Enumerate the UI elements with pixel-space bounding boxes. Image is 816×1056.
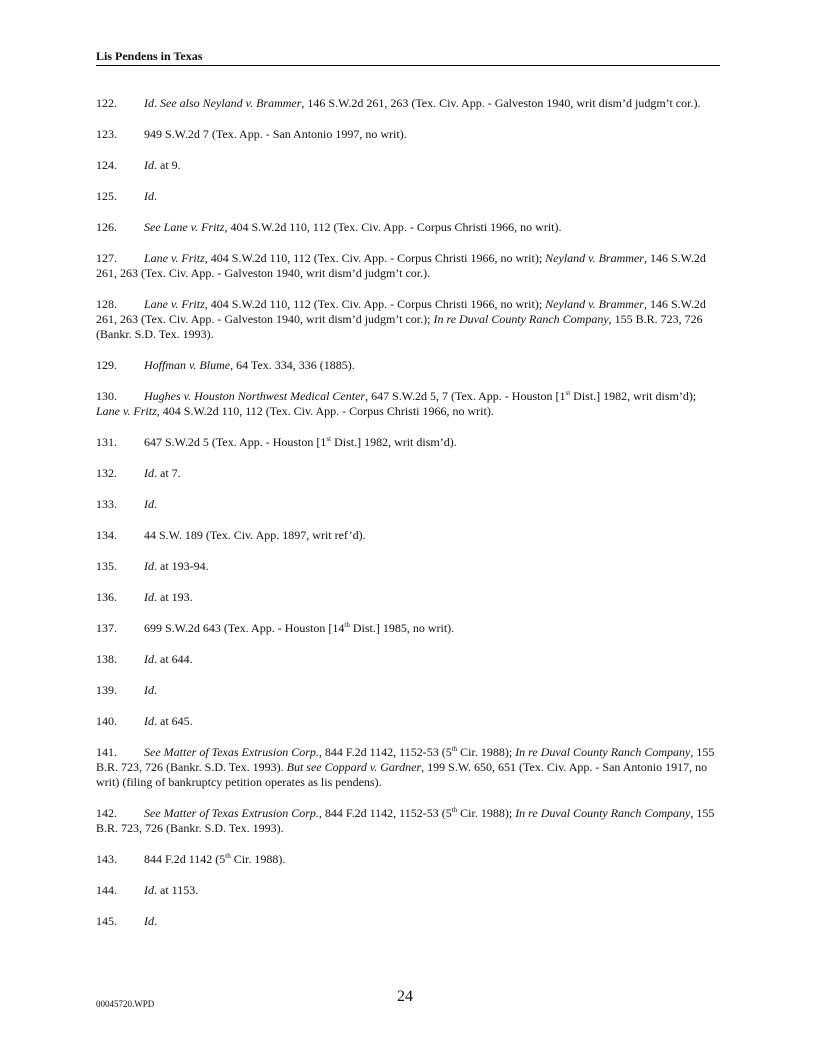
case-citation: Lane v. Fritz bbox=[96, 404, 157, 418]
case-citation: Hoffman v. Blume bbox=[144, 358, 231, 372]
header-title: Lis Pendens in Texas bbox=[96, 49, 203, 63]
endnote bbox=[96, 189, 720, 204]
endnote-number: 140. bbox=[96, 714, 117, 728]
case-citation: Lane v. Fritz bbox=[144, 297, 205, 311]
ordinal-suffix: st bbox=[326, 435, 332, 443]
case-citation: Neyland v. Brammer bbox=[545, 297, 644, 311]
citation-text: Cir. 1988); bbox=[457, 745, 516, 759]
ordinal-suffix: th bbox=[451, 806, 458, 814]
case-citation: Id bbox=[144, 466, 154, 480]
citation-text: , 155 B.R. 723, 726 (Bankr. S.D. Tex. 1993). bbox=[96, 745, 715, 774]
case-citation: Id bbox=[144, 883, 154, 897]
endnote bbox=[96, 358, 720, 373]
endnote bbox=[96, 852, 720, 867]
endnote-number: 144. bbox=[96, 883, 117, 897]
citation-text: 699 S.W.2d 643 (Tex. App. - Houston [14 bbox=[144, 621, 345, 635]
case-citation: Id bbox=[144, 652, 154, 666]
endnote-number: 137. bbox=[96, 621, 117, 635]
endnote-number: 133. bbox=[96, 497, 117, 511]
endnote-number: 132. bbox=[96, 466, 117, 480]
case-citation: See Matter of Texas Extrusion Corp. bbox=[144, 745, 319, 759]
endnote-number: 125. bbox=[96, 189, 117, 203]
endnote-number: 128. bbox=[96, 297, 117, 311]
page-number: 24 bbox=[397, 988, 413, 1005]
citation-text: Dist.] 1982, writ dism’d); bbox=[570, 389, 697, 403]
citation-text: , 146 S.W.2d 261, 263 (Tex. Civ. App. - Galveston 1940, writ dism’d judgm’t cor.). bbox=[96, 251, 706, 280]
citation-text: , 844 F.2d 1142, 1152-53 (5 bbox=[318, 745, 452, 759]
endnote bbox=[96, 220, 720, 235]
ordinal-suffix: th bbox=[225, 852, 231, 860]
citation-text: . bbox=[154, 683, 157, 697]
case-citation: Id bbox=[144, 158, 154, 172]
case-citation: Id bbox=[144, 189, 154, 203]
case-citation: In re Duval County Ranch Company bbox=[515, 745, 691, 759]
citation-text: , 155 B.R. 723, 726 (Bankr. S.D. Tex. 1993). bbox=[96, 312, 703, 341]
citation-text: , 155 B.R. 723, 726 (Bankr. S.D. Tex. 1993). bbox=[96, 806, 715, 835]
endnote-number: 129. bbox=[96, 358, 117, 372]
case-citation: Id bbox=[144, 683, 154, 697]
endnote bbox=[96, 683, 720, 698]
endnote bbox=[96, 158, 720, 173]
case-citation: In re Duval County Ranch Company bbox=[515, 806, 691, 820]
ordinal-suffix: th bbox=[344, 621, 350, 629]
case-citation: See Matter of Texas Extrusion Corp. bbox=[144, 806, 319, 820]
citation-text: , 404 S.W.2d 110, 112 (Tex. Civ. App. - Corpus Christi 1966, no writ); bbox=[204, 251, 546, 265]
document-id: 00045720.WPD bbox=[96, 999, 155, 1009]
endnote-number: 139. bbox=[96, 683, 117, 697]
case-citation: Id bbox=[144, 559, 154, 573]
endnote-number: 134. bbox=[96, 528, 117, 542]
citation-text: , 146 S.W.2d 261, 263 (Tex. Civ. App. - Galveston 1940, writ dism’d judgm’t cor.); bbox=[96, 297, 706, 326]
endnote bbox=[96, 389, 720, 419]
endnote bbox=[96, 466, 720, 481]
endnote bbox=[96, 621, 720, 636]
running-header bbox=[96, 49, 720, 66]
endnote-number: 141. bbox=[96, 745, 117, 759]
citation-text: Dist.] 1982, writ dism’d). bbox=[331, 435, 457, 449]
endnote bbox=[96, 883, 720, 898]
ordinal-suffix: th bbox=[451, 745, 458, 753]
endnote-number: 145. bbox=[96, 914, 117, 928]
endnote bbox=[96, 590, 720, 605]
endnote bbox=[96, 251, 720, 281]
citation-text: . at 193-94. bbox=[154, 559, 209, 573]
endnote-number: 131. bbox=[96, 435, 117, 449]
citation-text: , 404 S.W.2d 110, 112 (Tex. Civ. App. - Corpus Christi 1966, no writ). bbox=[156, 404, 494, 418]
case-citation: Id bbox=[144, 914, 154, 928]
endnote-number: 122. bbox=[96, 96, 117, 110]
case-citation: Id bbox=[144, 590, 154, 604]
endnote-number: 142. bbox=[96, 806, 117, 820]
case-citation: Hughes v. Houston Northwest Medical Center bbox=[144, 389, 366, 403]
citation-text: 44 S.W. 189 (Tex. Civ. App. 1897, writ ref’d). bbox=[144, 528, 366, 542]
citation-text: . at 7. bbox=[154, 466, 181, 480]
citation-text: 949 S.W.2d 7 (Tex. App. - San Antonio 1997, no writ). bbox=[144, 127, 407, 141]
case-citation: Id bbox=[144, 497, 154, 511]
endnote-number: 123. bbox=[96, 127, 117, 141]
endnote bbox=[96, 559, 720, 574]
endnote bbox=[96, 714, 720, 729]
endnote bbox=[96, 745, 720, 790]
citation-text: Cir. 1988); bbox=[457, 806, 516, 820]
endnote-number: 126. bbox=[96, 220, 117, 234]
citation-text: . bbox=[154, 189, 157, 203]
endnote bbox=[96, 297, 720, 342]
endnote-number: 143. bbox=[96, 852, 117, 866]
endnote bbox=[96, 806, 720, 836]
ordinal-suffix: st bbox=[565, 389, 571, 397]
citation-text: . at 1153. bbox=[154, 883, 199, 897]
endnote bbox=[96, 528, 720, 543]
endnote bbox=[96, 435, 720, 450]
case-citation: Neyland v. Brammer bbox=[545, 251, 644, 265]
citation-text: , 844 F.2d 1142, 1152-53 (5 bbox=[318, 806, 452, 820]
endnote bbox=[96, 914, 720, 929]
endnote bbox=[96, 497, 720, 512]
citation-text: Cir. 1988). bbox=[230, 852, 286, 866]
endnotes-list bbox=[96, 96, 720, 945]
case-citation: Id bbox=[144, 96, 154, 110]
citation-text: , 647 S.W.2d 5, 7 (Tex. App. - Houston [1 bbox=[365, 389, 566, 403]
endnote-number: 124. bbox=[96, 158, 117, 172]
citation-text: . at 9. bbox=[154, 158, 181, 172]
endnote bbox=[96, 96, 720, 111]
citation-text: Dist.] 1985, no writ). bbox=[349, 621, 455, 635]
endnote-number: 130. bbox=[96, 389, 117, 403]
case-citation: But see Coppard v. Gardner bbox=[286, 760, 422, 774]
endnote bbox=[96, 652, 720, 667]
citation-text: . at 193. bbox=[154, 590, 193, 604]
endnote-number: 135. bbox=[96, 559, 117, 573]
citation-text: . at 644. bbox=[154, 652, 193, 666]
citation-text: . bbox=[154, 914, 157, 928]
citation-text: . at 645. bbox=[154, 714, 193, 728]
citation-text: . bbox=[154, 96, 160, 110]
endnote-number: 127. bbox=[96, 251, 117, 265]
case-citation: Lane v. Fritz bbox=[144, 251, 205, 265]
citation-text: 844 F.2d 1142 (5 bbox=[144, 852, 226, 866]
endnote-number: 138. bbox=[96, 652, 117, 666]
citation-text: , 404 S.W.2d 110, 112 (Tex. Civ. App. - Corpus Christi 1966, no writ). bbox=[224, 220, 562, 234]
case-citation: Id bbox=[144, 714, 154, 728]
citation-text: , 146 S.W.2d 261, 263 (Tex. Civ. App. - Galveston 1940, writ dism’d judgm’t cor.). bbox=[301, 96, 701, 110]
citation-text: , 404 S.W.2d 110, 112 (Tex. Civ. App. - Corpus Christi 1966, no writ); bbox=[204, 297, 546, 311]
case-citation: See also Neyland v. Brammer bbox=[160, 96, 302, 110]
citation-text: , 199 S.W. 650, 651 (Tex. Civ. App. - San Antonio 1917, no writ) (filing of bankruptcy petition operates as lis pendens). bbox=[96, 760, 708, 789]
case-citation: In re Duval County Ranch Company bbox=[433, 312, 609, 326]
endnote-number: 136. bbox=[96, 590, 117, 604]
endnote bbox=[96, 127, 720, 142]
citation-text: 647 S.W.2d 5 (Tex. App. - Houston [1 bbox=[144, 435, 327, 449]
case-citation: See Lane v. Fritz bbox=[144, 220, 225, 234]
citation-text: , 64 Tex. 334, 336 (1885). bbox=[230, 358, 355, 372]
citation-text: . bbox=[154, 497, 157, 511]
